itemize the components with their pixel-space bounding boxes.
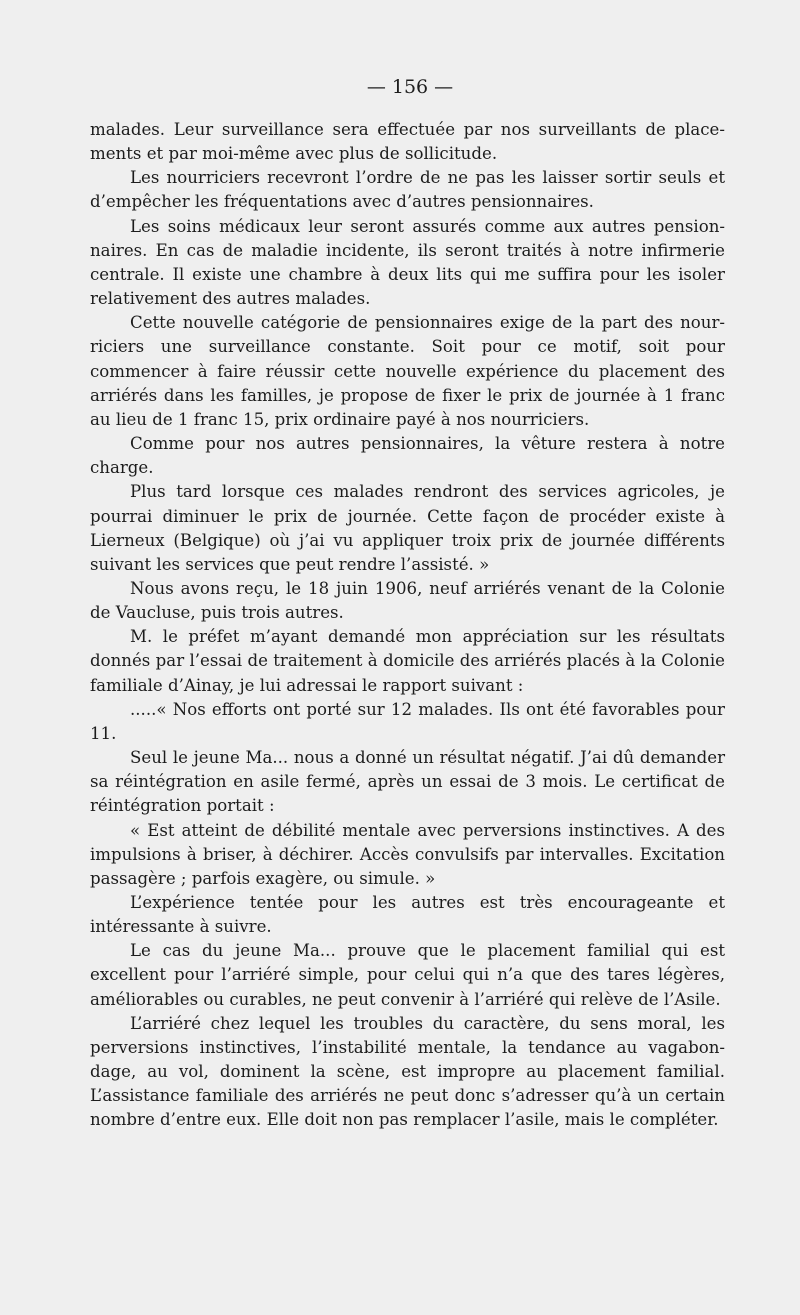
paragraph: malades. Leur surveillance sera effectuée par nos surveillants de placements et par moi-même avec plus de sollicitude.: [90, 120, 725, 164]
paragraph: Plus tard lorsque ces malades rendront des services agricoles, je pourrai diminuer le prix de journée. Cette façon de procéder existe à Lierneux (Belgique) où j’ai vu appliquer troix prix de journée différents suivant les services que peut rendre l’assisté. »: [90, 482, 725, 574]
paragraph: .....« Nos efforts ont porté sur 12 malades. Ils ont été favorables pour 11.: [90, 699, 725, 743]
paragraph: Comme pour nos autres pensionnaires, la vêture restera à notre charge.: [90, 434, 725, 478]
paragraph: « Est atteint de débilité mentale avec perversions instinctives. A des impulsions à briser, à déchirer. Accès convulsifs par intervalles. Excitation passagère ; parfois exagère, ou simule. »: [90, 820, 725, 888]
page-number: — 156 —: [366, 76, 454, 98]
paragraph: Le cas du jeune Ma... prouve que le placement familial qui est excellent pour l’arriéré simple, pour celui qui n’a que des tares légères, améliorables ou curables, ne peut convenir à l’arriéré qui relève de l’Asile.: [90, 941, 725, 1009]
paragraph: Les nourriciers recevront l’ordre de ne pas les laisser sortir seuls et d’empêcher les fréquentations avec d’autres pensionnaires.: [90, 168, 725, 212]
body-text: [90, 118, 725, 1133]
paragraph: Nous avons reçu, le 18 juin 1906, neuf arriérés venant de la Colonie de Vaucluse, puis trois autres.: [90, 578, 725, 623]
paragraph: L’arriéré chez lequel les troubles du caractère, du sens moral, les perversions instinctives, l’instabilité mentale, la tendance au vagabondage, au vol, dominent la scène, est impropre au placement familial. L’assistance familiale des arriérés ne peut donc s’adresser qu’à un certain nombre d’entre eux. Elle doit non pas remplacer l’asile, mais le compléter.: [90, 1013, 725, 1130]
paragraph: L’expérience tentée pour les autres est très encourageante et intéressante à suivre.: [90, 893, 725, 937]
paragraph: Cette nouvelle catégorie de pensionnaires exige de la part des nourriciers une surveillance constante. Soit pour ce motif, soit pour commencer à faire réussir cette nouvelle expérience du placement des arriérés dans les familles, je propose de fixer le prix de journée à 1 franc au lieu de 1 franc 15, prix ordinaire payé à nos nourriciers.: [90, 313, 725, 429]
paragraph: Seul le jeune Ma... nous a donné un résultat négatif. J’ai dû demander sa réintégration en asile fermé, après un essai de 3 mois. Le certificat de réintégration portait :: [90, 748, 725, 816]
paragraph: M. le préfet m’ayant demandé mon appréciation sur les résultats donnés par l’essai de traitement à domicile des arriérés placés à la Colonie familiale d’Ainay, je lui adressai le rapport suivant :: [90, 627, 725, 695]
paragraph: Les soins médicaux leur seront assurés comme aux autres pensionnaires. En cas de maladie incidente, ils seront traités à notre infirmerie centrale. Il existe une chambre à deux lits qui me suffira pour les isoler relativement des autres malades.: [90, 216, 725, 309]
